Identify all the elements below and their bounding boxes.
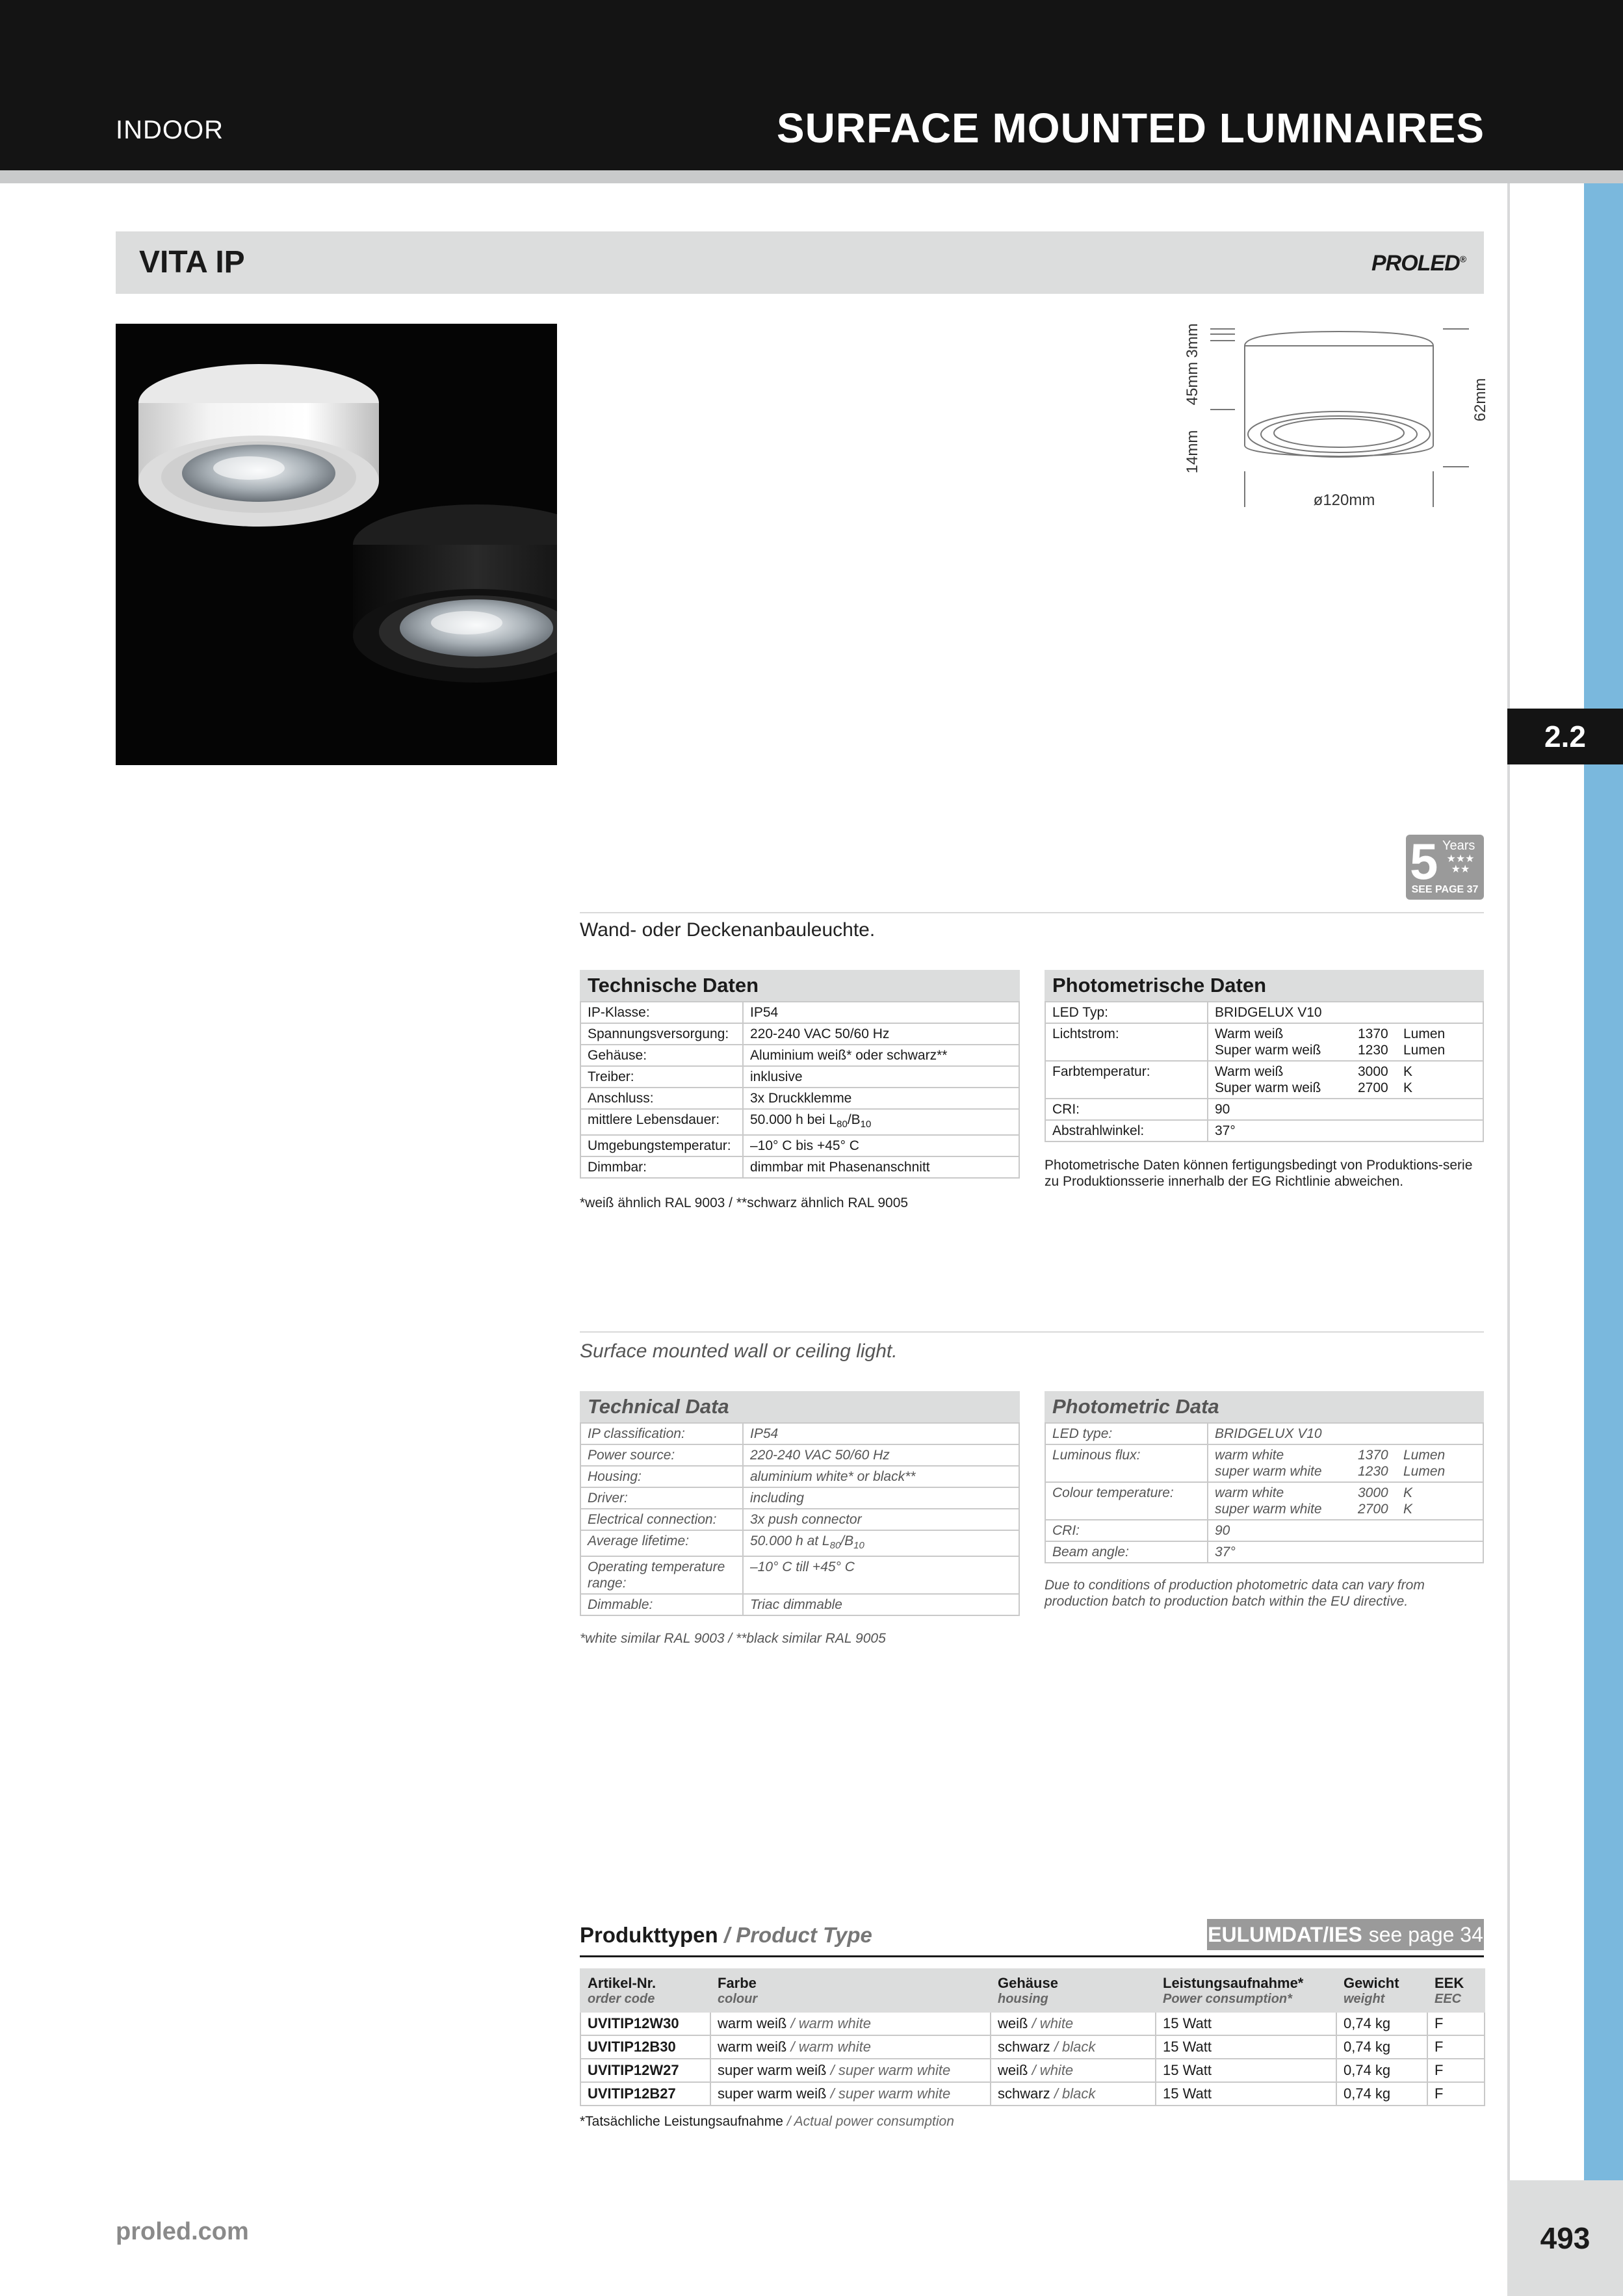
table-row: [580, 1002, 1019, 1023]
spec-value: BRIDGELUX V10: [1208, 1002, 1483, 1023]
table-row: [580, 1509, 1019, 1530]
spec-value: IP54: [743, 1423, 1019, 1444]
power-cell: 15 Watt: [1156, 2035, 1336, 2059]
spec-key: Housing:: [580, 1466, 743, 1487]
table-row: [580, 1487, 1019, 1509]
eek-cell: F: [1427, 2035, 1485, 2059]
chapter-color-bar: [1584, 183, 1623, 2180]
page-number: 493: [1507, 2180, 1623, 2296]
chapter-tab[interactable]: 2.2: [1507, 709, 1623, 764]
spec-key: Electrical connection:: [580, 1509, 743, 1530]
product-types-heading-en: / Product Type: [723, 1923, 872, 1947]
spec-key: Dimmable:: [580, 1594, 743, 1615]
weight-cell: 0,74 kg: [1336, 2012, 1427, 2035]
dim-top-label: 3mm: [1184, 323, 1201, 358]
product-types-heading-de: Produkttypen: [580, 1923, 718, 1947]
technical-data-table-de: [580, 970, 1020, 1179]
brand-logo: [1371, 251, 1466, 276]
spec-value: Warm weiß 3000 K Super warm weiß 2700 K: [1208, 1061, 1483, 1099]
spec-value: 3x Druckklemme: [743, 1088, 1019, 1109]
dimension-drawing-lines: [1183, 312, 1501, 520]
product-types-heading: [580, 1923, 872, 1948]
spec-value: including: [743, 1487, 1019, 1509]
order-code: UVITIP12W27: [580, 2059, 710, 2082]
weight-cell: 0,74 kg: [1336, 2059, 1427, 2082]
colour-cell: super warm weiß / super warm white: [710, 2082, 991, 2106]
spec-key: LED Typ:: [1045, 1002, 1208, 1023]
table-row: [1045, 1541, 1483, 1563]
product-photo-image: [116, 324, 557, 765]
eulumdat-page-ref: see page 34: [1368, 1922, 1483, 1946]
spec-value: 90: [1208, 1520, 1483, 1541]
warranty-years-number: 5: [1410, 833, 1438, 890]
eulumdat-label: EULUMDAT/IES: [1208, 1922, 1362, 1946]
category-title: SURFACE MOUNTED LUMINAIRES: [776, 105, 1485, 151]
housing-cell: schwarz / black: [991, 2082, 1156, 2106]
warranty-badge[interactable]: [1406, 835, 1484, 900]
dim-total-label: 62mm: [1472, 378, 1489, 422]
table-row[interactable]: [580, 2082, 1485, 2106]
power-cell: 15 Watt: [1156, 2059, 1336, 2082]
spec-key: Lichtstrom:: [1045, 1023, 1208, 1061]
section-divider: [580, 1331, 1484, 1333]
table-row: [580, 1088, 1019, 1109]
spec-key: Power source:: [580, 1444, 743, 1466]
table-row: [580, 1530, 1019, 1556]
power-cell: 15 Watt: [1156, 2082, 1336, 2106]
spec-key: IP classification:: [580, 1423, 743, 1444]
spec-value: 50.000 h at $L_{80}/B_{10}$: [743, 1530, 1019, 1556]
table-row: [1045, 1023, 1483, 1061]
spec-key: Abstrahlwinkel:: [1045, 1120, 1208, 1141]
rail-divider: [1507, 183, 1510, 2296]
spec-value: Warm weiß 1370 Lumen Super warm weiß 1230 Lumen: [1208, 1023, 1483, 1061]
column-header: Farbe colour: [710, 1969, 991, 2012]
spec-value: –10° C bis +45° C: [743, 1135, 1019, 1156]
header-divider: [0, 170, 1623, 183]
eulumdat-download-link[interactable]: [1207, 1919, 1484, 1950]
table-row: [580, 1135, 1019, 1156]
photometric-data-title-en: Photometric Data: [1045, 1391, 1484, 1422]
housing-cell: weiß / white: [991, 2012, 1156, 2035]
spec-value: Triac dimmable: [743, 1594, 1019, 1615]
table-row: [1045, 1482, 1483, 1520]
table-row: [580, 1466, 1019, 1487]
table-row: [1045, 1423, 1483, 1444]
colour-cell: warm weiß / warm white: [710, 2035, 991, 2059]
order-code: UVITIP12W30: [580, 2012, 710, 2035]
spec-value: 220-240 VAC 50/60 Hz: [743, 1023, 1019, 1045]
footer-website-link[interactable]: proled.com: [116, 2218, 249, 2245]
photometric-data-table-de: [1045, 970, 1484, 1142]
spec-value: 3x push connector: [743, 1509, 1019, 1530]
spec-value: –10° C till +45° C: [743, 1556, 1019, 1594]
table-row: [580, 1045, 1019, 1066]
technical-data-footnote-en: *white similar RAL 9003 / **black similar RAL 9005: [580, 1631, 886, 1646]
technical-data-table-en: [580, 1391, 1020, 1616]
table-row[interactable]: [580, 2059, 1485, 2082]
dimension-drawing: [1183, 312, 1501, 520]
table-row: [580, 1423, 1019, 1444]
product-name: VITA IP: [139, 245, 245, 280]
colour-cell: warm weiß / warm white: [710, 2012, 991, 2035]
spec-value: warm white 1370 Lumen super warm white 1230 Lumen: [1208, 1444, 1483, 1482]
spec-key: Treiber:: [580, 1066, 743, 1088]
spec-value: 50.000 h bei $L_{80}/B_{10}$: [743, 1109, 1019, 1135]
spec-key: Farbtemperatur:: [1045, 1061, 1208, 1099]
spec-value: 90: [1208, 1099, 1483, 1120]
spec-key: CRI:: [1045, 1520, 1208, 1541]
table-row: [1045, 1061, 1483, 1099]
table-row: [580, 1023, 1019, 1045]
spec-value: 220-240 VAC 50/60 Hz: [743, 1444, 1019, 1466]
spec-value: Aluminium weiß* oder schwarz**: [743, 1045, 1019, 1066]
spec-key: Umgebungstemperatur:: [580, 1135, 743, 1156]
photometric-data-note-de: Photometrische Daten können fertigungsbedingt von Produktions-serie zu Produktionsserie innerhalb der EG Richtlinie abweichen.: [1045, 1158, 1473, 1189]
section-label: INDOOR: [116, 116, 224, 144]
photometric-data-title-de: Photometrische Daten: [1045, 970, 1484, 1001]
spec-value: 37°: [1208, 1120, 1483, 1141]
table-row[interactable]: [580, 2035, 1485, 2059]
spec-key: IP-Klasse:: [580, 1002, 743, 1023]
technical-data-title-de: Technische Daten: [580, 970, 1020, 1001]
spec-key: LED type:: [1045, 1423, 1208, 1444]
technical-data-title-en: Technical Data: [580, 1391, 1020, 1422]
brand-logo-text: PROLED: [1371, 251, 1460, 276]
column-header: Gehäuse housing: [991, 1969, 1156, 2012]
dim-body-label: 45mm: [1184, 361, 1201, 406]
order-code: UVITIP12B27: [580, 2082, 710, 2106]
spec-key: Colour temperature:: [1045, 1482, 1208, 1520]
dim-bottom-label: 14mm: [1184, 430, 1201, 474]
spec-key: Dimmbar:: [580, 1156, 743, 1178]
warranty-years-label: Years: [1442, 839, 1475, 853]
footnote-en: / Actual power consumption: [786, 2114, 954, 2129]
spec-key: Anschluss:: [580, 1088, 743, 1109]
spec-key: Gehäuse:: [580, 1045, 743, 1066]
eek-cell: F: [1427, 2059, 1485, 2082]
spec-key: CRI:: [1045, 1099, 1208, 1120]
table-row: [1045, 1099, 1483, 1120]
eek-cell: F: [1427, 2012, 1485, 2035]
brand-registered-mark: ®: [1459, 254, 1466, 265]
spec-key: Operating temperature range:: [580, 1556, 743, 1594]
product-types-rule: [580, 1955, 1484, 1957]
spec-key: mittlere Lebensdauer:: [580, 1109, 743, 1135]
spec-value: BRIDGELUX V10: [1208, 1423, 1483, 1444]
table-row: [580, 1556, 1019, 1594]
weight-cell: 0,74 kg: [1336, 2082, 1427, 2106]
star-icon: ★★★ ★★: [1446, 854, 1475, 875]
intro-text-de: Wand- oder Deckenanbauleuchte.: [580, 919, 876, 941]
spec-value: IP54: [743, 1002, 1019, 1023]
column-header: Gewicht weight: [1336, 1969, 1427, 2012]
housing-cell: weiß / white: [991, 2059, 1156, 2082]
column-header: Leistungsaufnahme* Power consumption*: [1156, 1969, 1336, 2012]
product-types-table: [580, 1968, 1485, 2106]
section-divider: [580, 912, 1484, 913]
power-cell: 15 Watt: [1156, 2012, 1336, 2035]
spec-value: 37°: [1208, 1541, 1483, 1563]
colour-cell: super warm weiß / super warm white: [710, 2059, 991, 2082]
spec-key: Driver:: [580, 1487, 743, 1509]
technical-data-footnote-de: *weiß ähnlich RAL 9003 / **schwarz ähnlich RAL 9005: [580, 1195, 909, 1210]
table-row: [580, 1109, 1019, 1135]
column-header: EEK EEC: [1427, 1969, 1485, 2012]
table-row: [1045, 1520, 1483, 1541]
intro-text-en: Surface mounted wall or ceiling light.: [580, 1340, 898, 1362]
photometric-data-note-en: Due to conditions of production photometric data can vary from production batch to production batch within the EU directive.: [1045, 1578, 1425, 1609]
order-code: UVITIP12B30: [580, 2035, 710, 2059]
spec-key: Average lifetime:: [580, 1530, 743, 1556]
table-row: [580, 1444, 1019, 1466]
footnote-de: *Tatsächliche Leistungsaufnahme: [580, 2114, 783, 2129]
table-row[interactable]: [580, 2012, 1485, 2035]
spec-key: Luminous flux:: [1045, 1444, 1208, 1482]
table-row: [1045, 1120, 1483, 1141]
table-row: [580, 1594, 1019, 1615]
table-row: [1045, 1002, 1483, 1023]
weight-cell: 0,74 kg: [1336, 2035, 1427, 2059]
column-header: Artikel-Nr. order code: [580, 1969, 710, 2012]
spec-key: Beam angle:: [1045, 1541, 1208, 1563]
table-row: [580, 1156, 1019, 1178]
product-photo: [116, 324, 557, 765]
table-row: [1045, 1444, 1483, 1482]
spec-value: aluminium white* or black**: [743, 1466, 1019, 1487]
product-title-bar: [116, 231, 1484, 294]
spec-value: warm white 3000 K super warm white 2700 K: [1208, 1482, 1483, 1520]
table-row: [580, 1066, 1019, 1088]
housing-cell: schwarz / black: [991, 2035, 1156, 2059]
eek-cell: F: [1427, 2082, 1485, 2106]
dim-diameter-label: ø120mm: [1313, 491, 1375, 509]
spec-key: Spannungsversorgung:: [580, 1023, 743, 1045]
photometric-data-table-en: [1045, 1391, 1484, 1563]
warranty-page-note: SEE PAGE 37: [1411, 884, 1479, 895]
spec-value: inklusive: [743, 1066, 1019, 1088]
spec-value: dimmbar mit Phasenanschnitt: [743, 1156, 1019, 1178]
product-types-footnote: [580, 2114, 954, 2130]
table-header-row: [580, 1969, 1485, 2012]
